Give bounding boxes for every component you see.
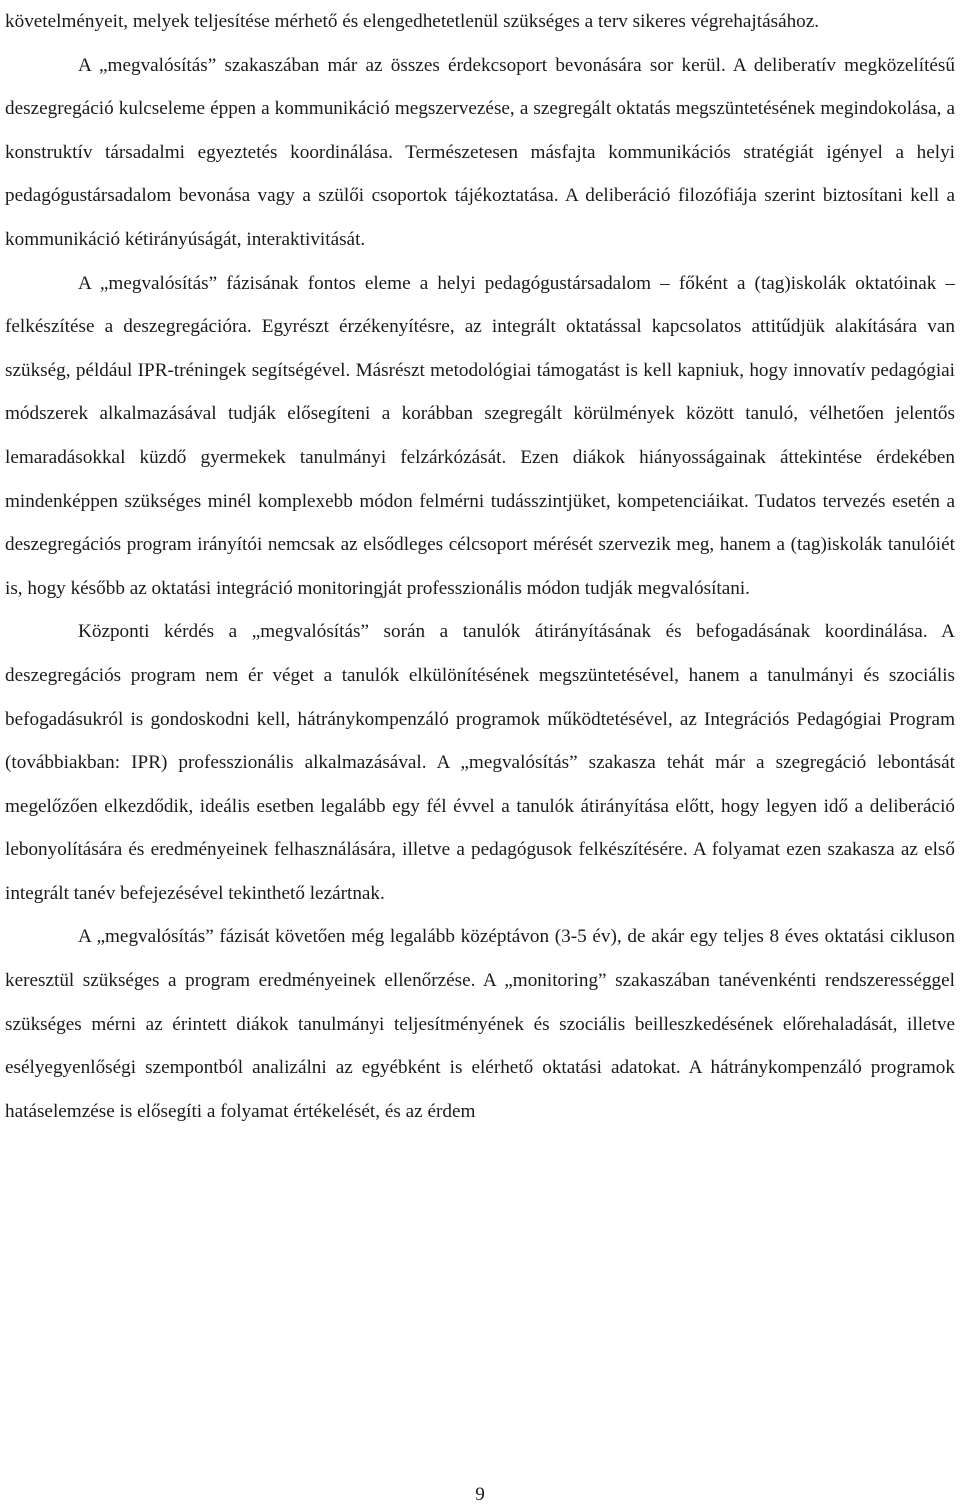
paragraph-4: Központi kérdés a „megvalósítás” során a tanulók átirányításának és befogadásának koordinálása. A deszegregációs program nem ér véget a tanulók elkülönítésének megszüntetésével, hanem a tanulmányi és szociális befogadásukról is gondoskodni kell, hátránykompenzáló programok működtetésével, az Integrációs Pedagógiai Program (továbbiakban: IPR) professzionális alkalmazásával. A „megvalósítás” szakasza tehát már a szegregáció lebontását megelőzően elkezdődik, ideális esetben legalább egy fél évvel a tanulók átirányítása előtt, hogy legyen idő a deliberáció lebonyolítására és eredményeinek felhasználására, illetve a pedagógusok felkészítésére. A folyamat ezen szakasza az első integrált tanév befejezésével tekinthető lezártnak. xyxy=(5,621,955,904)
paragraph-1: követelményeit, melyek teljesítése mérhető és elengedhetetlenül szükséges a terv sikeres végrehajtásához. xyxy=(5,11,820,32)
page-number: 9 xyxy=(475,1484,485,1505)
paragraph-2: A „megvalósítás” szakaszában már az összes érdekcsoport bevonására sor kerül. A deliberatív megközelítésű deszegregáció kulcseleme éppen a kommunikáció megszervezése, a szegregált oktatás megszüntetésének megindokolása, a konstruktív társadalmi egyeztetés koordinálása. Természetesen másfajta kommunikációs stratégiát igényel a helyi pedagógustársadalom bevonása vagy a szülői csoportok tájékoztatása. A deliberáció filozófiája szerint biztosítani kell a kommunikáció kétirányúságát, interaktivitását. xyxy=(5,54,955,250)
paragraph-5: A „megvalósítás” fázisát követően még legalább középtávon (3-5 év), de akár egy teljes 8 éves oktatási cikluson keresztül szükséges a program eredményeinek ellenőrzése. A „monitoring” szakaszában tanévenkénti rendszerességgel szükséges mérni az érintett diákok tanulmányi teljesítményének és szociális beilleszkedésének előrehaladását, illetve esélyegyenlőségi szempontból analizálni az egyébként is elérhető oktatási adatokat. A hátránykompenzáló programok hatáselemzése is elősegíti a folyamat értékelését, és az érdem xyxy=(5,926,955,1122)
document-page xyxy=(5,0,955,1509)
paragraph-3: A „megvalósítás” fázisának fontos eleme a helyi pedagógustársadalom – főként a (tag)iskolák oktatóinak – felkészítése a deszegregációra. Egyrészt érzékenyítésre, az integrált oktatással kapcsolatos attitűdjük alakítására van szükség, például IPR-tréningek segítségével. Másrészt metodológiai támogatást is kell kapniuk, hogy innovatív pedagógiai módszerek alkalmazásával tudják elősegíteni a korábban szegregált körülmények között tanuló, vélhetően jelentős lemaradásokkal küzdő gyermekek tanulmányi felzárkózását. Ezen diákok hiányosságainak áttekintése érdekében mindenképpen szükséges minél komplexebb módon felmérni tudásszintjüket, kompetenciáikat. Tudatos tervezés esetén a deszegregációs program irányítói nemcsak az elsődleges célcsoport mérését szervezik meg, hanem a (tag)iskolák tanulóiét is, hogy később az oktatási integráció monitoringját professzionális módon tudják megvalósítani. xyxy=(5,272,955,599)
